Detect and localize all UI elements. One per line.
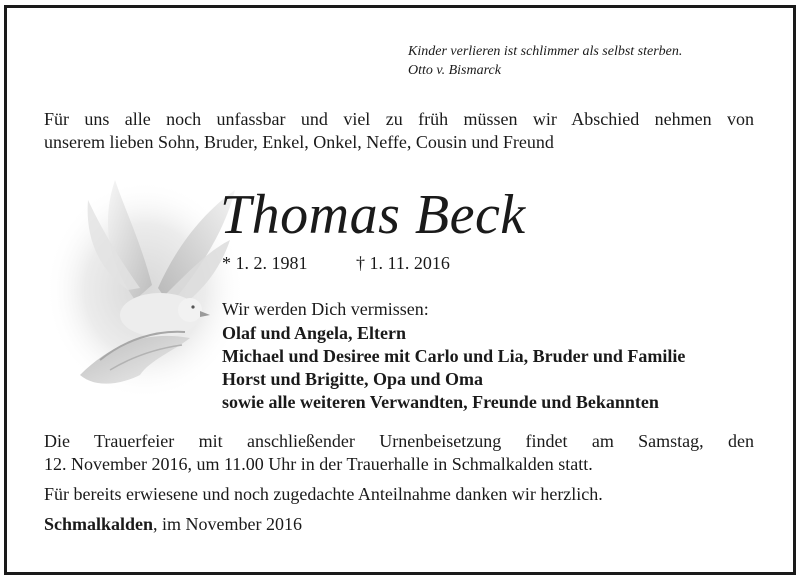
quote-author: Otto v. Bismarck <box>408 63 501 78</box>
quote-text: Kinder verlieren ist schlimmer als selbst sterben. <box>408 44 683 59</box>
place-town: Schmalkalden <box>44 514 154 534</box>
mourner-line: Olaf und Angela, Eltern <box>222 323 407 343</box>
place-date-text: , im November 2016 <box>153 514 303 534</box>
mourner-line: sowie alle weiteren Verwandten, Freunde und Bekannten <box>222 392 659 412</box>
ceremony-text <box>44 430 754 476</box>
ceremony-line-1: Die Trauerfeier mit anschließender Urnenbeisetzung findet am Samstag, den <box>44 431 754 451</box>
quote-block <box>408 42 768 80</box>
ceremony-line-2: 12. November 2016, um 11.00 Uhr in der Trauerhalle in Schmalkalden statt. <box>44 454 593 474</box>
mourners-heading: Wir werden Dich vermissen: <box>222 299 429 319</box>
deceased-name: Thomas Beck <box>220 184 526 246</box>
dove-in-hands-icon <box>40 170 240 400</box>
mourners-list <box>222 322 685 414</box>
mourner-line: Michael und Desiree mit Carlo und Lia, Bruder und Familie <box>222 346 686 366</box>
intro-line-1: Für uns alle noch unfassbar und viel zu früh müssen wir Abschied nehmen von <box>44 109 754 129</box>
place-date <box>44 513 302 535</box>
intro-line-2: unserem lieben Sohn, Bruder, Enkel, Onkel, Neffe, Cousin und Freund <box>44 132 554 152</box>
thanks-text: Für bereits erwiesene und noch zugedachte Anteilnahme danken wir herzlich. <box>44 484 603 504</box>
death-date: † 1. 11. 2016 <box>356 253 450 273</box>
birth-date: * 1. 2. 1981 <box>222 253 308 273</box>
mourner-line: Horst und Brigitte, Opa und Oma <box>222 369 484 389</box>
intro-text <box>44 108 754 154</box>
